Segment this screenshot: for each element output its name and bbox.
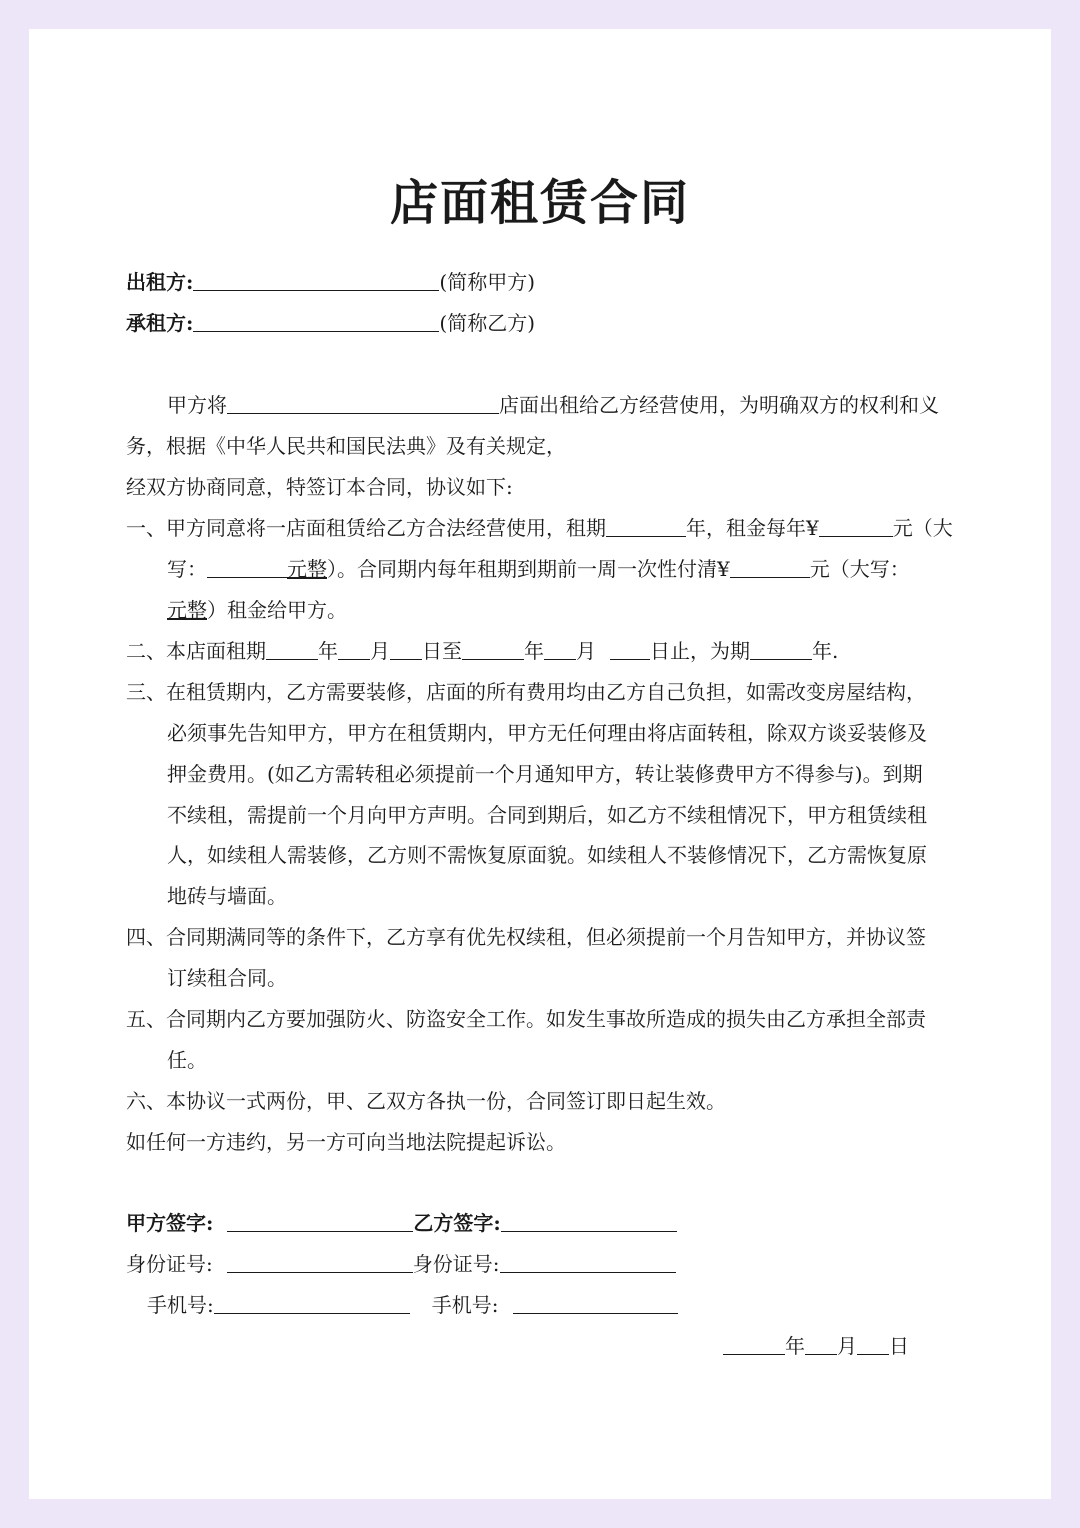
clause-7: 如任何一方违约，另一方可向当地法院提起诉讼。 (126, 1130, 566, 1154)
lessor-suffix: (简称甲方) (439, 270, 535, 294)
date-year-blank (723, 1336, 785, 1355)
sign-row (126, 1210, 677, 1236)
date-day-label: 日 (889, 1334, 909, 1358)
intro-prefix: 甲方将 (167, 393, 227, 417)
party-a-id-label: 身份证号: (126, 1252, 213, 1276)
clause-5-line-2: 任。 (167, 1048, 207, 1072)
clause-6: 六、本协议一式两份，甲、乙双方各执一份，合同签订即日起生效。 (126, 1089, 726, 1113)
duration-blank (750, 641, 812, 660)
clause-1-text: 元整 (287, 557, 327, 581)
party-b-phone-blank (513, 1295, 678, 1314)
intro-line-3: 经双方协商同意，特签订本合同，协议如下: (126, 475, 513, 499)
clause-2-text: 月 (370, 639, 390, 663)
end-day-blank (610, 641, 650, 660)
clause-2-text: 月 (576, 639, 596, 663)
clause-1-text: 写： (167, 557, 207, 581)
party-a-id-blank (227, 1254, 413, 1273)
lessor-blank (193, 272, 439, 291)
date-year-label: 年 (785, 1334, 805, 1358)
clause-2-text: 二、本店面租期 (126, 639, 266, 663)
lessor-label: 出租方: (126, 270, 194, 294)
annual-rent-blank (819, 518, 893, 537)
term-blank (606, 518, 686, 537)
page-title: 店面租赁合同 (389, 175, 690, 231)
start-year-blank (266, 641, 318, 660)
payment-blank (730, 559, 810, 578)
clause-1-line-2 (167, 556, 910, 582)
clause-1-text: 年，租金每年¥ (686, 516, 819, 540)
intro-line-1 (167, 392, 939, 418)
clause-3-line-3: 押金费用。(如乙方需转租必须提前一个月通知甲方，转让装修费甲方不得参与)。到期 (167, 762, 923, 786)
clause-1-line-3 (167, 597, 347, 623)
lessee-blank (193, 313, 439, 332)
date-row (723, 1333, 909, 1359)
party-b-phone-label: 手机号: (431, 1293, 499, 1317)
clause-4-line-2: 订续租合同。 (167, 966, 287, 990)
party-b-sign-label: 乙方签字: (413, 1211, 501, 1235)
start-day-blank (390, 641, 422, 660)
clause-5-line-1: 五、合同期内乙方要加强防火、防盗安全工作。如发生事故所造成的损失由乙方承担全部责 (126, 1007, 926, 1031)
clause-1-text: 元（大写： (809, 557, 910, 581)
end-year-blank (462, 641, 524, 660)
date-month-blank (805, 1336, 837, 1355)
rent-words-blank (207, 559, 287, 578)
id-row (126, 1251, 676, 1277)
clause-2-text: 日至 (422, 639, 462, 663)
clause-3-line-5: 人，如续租人需装修，乙方则不需恢复原面貌。如续租人不装修情况下，乙方需恢复原 (167, 843, 927, 867)
party-b-id-label: 身份证号: (412, 1252, 500, 1276)
clause-2-text: 年 (318, 639, 338, 663)
contract-page (29, 29, 1051, 1499)
clause-3-line-1: 三、在租赁期内，乙方需要装修，店面的所有费用均由乙方自己负担，如需改变房屋结构， (126, 680, 926, 704)
clause-2-text: 年 (524, 639, 544, 663)
clause-1-text: ）租金给甲方。 (207, 598, 347, 622)
party-a-phone-label: 手机号: (147, 1293, 214, 1317)
clause-1-text: 一、甲方同意将一店面租赁给乙方合法经营使用，租期 (126, 516, 606, 540)
intro-suffix: 店面出租给乙方经营使用，为明确双方的权利和义 (499, 393, 939, 417)
party-a-phone-blank (214, 1295, 410, 1314)
intro-line-2: 务，根据《中华人民共和国民法典》及有关规定， (126, 434, 566, 458)
phone-row (147, 1292, 678, 1318)
clause-3-line-4: 不续租，需提前一个月向甲方声明。合同到期后，如乙方不续租情况下，甲方租赁续租 (167, 803, 927, 827)
lessee-line (126, 310, 535, 336)
party-a-sign-label: 甲方签字: (126, 1211, 214, 1235)
party-b-id-blank (500, 1254, 676, 1273)
lessee-suffix: (简称乙方) (439, 311, 535, 335)
clause-1-text: 元整 (167, 598, 207, 622)
clause-1-text: 元（大 (892, 516, 953, 540)
date-month-label: 月 (837, 1334, 857, 1358)
clause-4-line-1: 四、合同期满同等的条件下，乙方享有优先权续租，但必须提前一个月告知甲方，并协议签 (126, 925, 926, 949)
party-a-sign-blank (227, 1213, 413, 1232)
start-month-blank (338, 641, 370, 660)
lessee-label: 承租方: (126, 311, 194, 335)
clause-3-line-6: 地砖与墙面。 (167, 884, 287, 908)
end-month-blank (544, 641, 576, 660)
shop-address-blank (227, 395, 499, 414)
clause-2-text: 日止，为期 (650, 639, 750, 663)
lessor-line (126, 269, 535, 295)
party-b-sign-blank (501, 1213, 677, 1232)
clause-3-line-2: 必须事先告知甲方，甲方在租赁期内，甲方无任何理由将店面转租，除双方谈妥装修及 (167, 721, 927, 745)
clause-1-line-1 (126, 515, 953, 541)
date-day-blank (857, 1336, 889, 1355)
clause-1-text: ）。合同期内每年租期到期前一周一次性付清¥ (327, 557, 730, 581)
clause-2-text: 年. (812, 639, 839, 663)
clause-2 (126, 638, 838, 664)
